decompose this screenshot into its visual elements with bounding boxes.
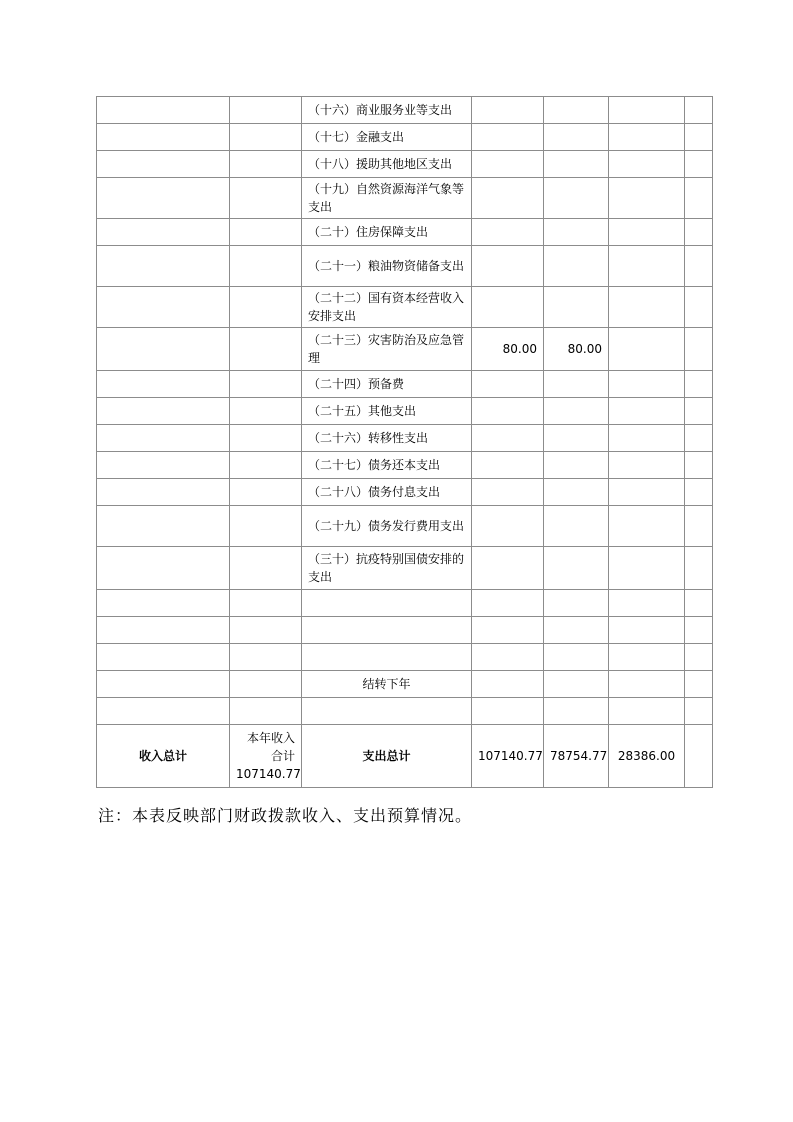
expense-item-name: （二十五）其他支出 bbox=[302, 398, 472, 425]
expense-total-cell bbox=[472, 371, 544, 398]
general-budget-cell bbox=[544, 617, 609, 644]
expense-total-cell bbox=[472, 287, 544, 328]
expense-total-cell bbox=[472, 246, 544, 287]
expense-total-cell bbox=[472, 124, 544, 151]
expense-total-amount: 107140.77 bbox=[472, 725, 544, 788]
income-item-cell bbox=[97, 506, 230, 547]
expense-item-name: （二十九）债务发行费用支出 bbox=[302, 506, 472, 547]
expense-item-name: （十七）金融支出 bbox=[302, 124, 472, 151]
table-row bbox=[97, 425, 713, 452]
fund-budget-cell bbox=[609, 398, 685, 425]
fund-budget-total: 28386.00 bbox=[609, 725, 685, 788]
income-amount-cell bbox=[230, 398, 302, 425]
table-row bbox=[97, 328, 713, 371]
income-amount-cell bbox=[230, 425, 302, 452]
extra-cell bbox=[685, 506, 713, 547]
income-item-cell bbox=[97, 151, 230, 178]
expense-total-cell bbox=[472, 151, 544, 178]
expense-total-cell bbox=[472, 219, 544, 246]
extra-cell bbox=[685, 219, 713, 246]
income-item-cell bbox=[97, 590, 230, 617]
income-item-cell bbox=[97, 124, 230, 151]
expense-item-name: （二十二）国有资本经营收入安排支出 bbox=[302, 287, 472, 328]
expense-item-name bbox=[302, 644, 472, 671]
general-budget-cell bbox=[544, 506, 609, 547]
fund-budget-cell bbox=[609, 506, 685, 547]
extra-cell bbox=[685, 287, 713, 328]
table-row bbox=[97, 590, 713, 617]
extra-cell bbox=[685, 97, 713, 124]
income-amount-cell bbox=[230, 151, 302, 178]
table-row bbox=[97, 479, 713, 506]
table-row bbox=[97, 547, 713, 590]
income-item-cell bbox=[97, 425, 230, 452]
extra-cell bbox=[685, 671, 713, 698]
expense-total-label: 支出总计 bbox=[302, 725, 472, 788]
income-item-cell bbox=[97, 287, 230, 328]
expense-item-name: （二十三）灾害防治及应急管理 bbox=[302, 328, 472, 371]
fund-budget-cell bbox=[609, 97, 685, 124]
income-item-cell bbox=[97, 178, 230, 219]
extra-cell bbox=[685, 328, 713, 371]
general-budget-cell bbox=[544, 452, 609, 479]
income-amount-cell bbox=[230, 590, 302, 617]
expense-total-cell bbox=[472, 452, 544, 479]
fund-budget-cell bbox=[609, 452, 685, 479]
general-budget-cell bbox=[544, 371, 609, 398]
income-item-cell bbox=[97, 452, 230, 479]
budget-table bbox=[96, 96, 713, 788]
extra-cell bbox=[685, 547, 713, 590]
extra-cell bbox=[685, 151, 713, 178]
expense-item-name: （二十）住房保障支出 bbox=[302, 219, 472, 246]
extra-cell bbox=[685, 425, 713, 452]
extra-cell bbox=[685, 124, 713, 151]
fund-budget-cell bbox=[609, 328, 685, 371]
fund-budget-cell bbox=[609, 246, 685, 287]
fund-budget-cell bbox=[609, 617, 685, 644]
general-budget-cell bbox=[544, 547, 609, 590]
table-row bbox=[97, 452, 713, 479]
expense-item-name: （二十六）转移性支出 bbox=[302, 425, 472, 452]
fund-budget-cell bbox=[609, 590, 685, 617]
income-amount-cell bbox=[230, 178, 302, 219]
general-budget-cell bbox=[544, 590, 609, 617]
general-budget-cell bbox=[544, 287, 609, 328]
table-body bbox=[97, 97, 713, 788]
income-amount-cell bbox=[230, 328, 302, 371]
table-row bbox=[97, 219, 713, 246]
footnote: 注：本表反映部门财政拨款收入、支出预算情况。 bbox=[98, 806, 473, 825]
expense-item-name: （十八）援助其他地区支出 bbox=[302, 151, 472, 178]
income-item-cell bbox=[97, 246, 230, 287]
fund-budget-cell bbox=[609, 425, 685, 452]
table-row bbox=[97, 671, 713, 698]
income-amount-cell bbox=[230, 97, 302, 124]
expense-item-name bbox=[302, 698, 472, 725]
expense-item-name bbox=[302, 617, 472, 644]
income-item-cell bbox=[97, 219, 230, 246]
extra-cell bbox=[685, 452, 713, 479]
income-item-cell bbox=[97, 398, 230, 425]
income-item-cell bbox=[97, 479, 230, 506]
fund-budget-cell bbox=[609, 644, 685, 671]
table-row bbox=[97, 371, 713, 398]
income-amount-cell bbox=[230, 452, 302, 479]
fund-budget-cell bbox=[609, 151, 685, 178]
fund-budget-cell bbox=[609, 371, 685, 398]
extra-cell bbox=[685, 590, 713, 617]
expense-item-name: （二十一）粮油物资储备支出 bbox=[302, 246, 472, 287]
general-budget-cell bbox=[544, 644, 609, 671]
expense-total-cell bbox=[472, 97, 544, 124]
income-amount-cell bbox=[230, 644, 302, 671]
extra-cell bbox=[685, 644, 713, 671]
income-item-cell bbox=[97, 371, 230, 398]
fund-budget-cell bbox=[609, 698, 685, 725]
fund-budget-cell bbox=[609, 219, 685, 246]
extra-cell bbox=[685, 398, 713, 425]
extra-cell bbox=[685, 178, 713, 219]
general-budget-cell: 80.00 bbox=[544, 328, 609, 371]
income-item-cell bbox=[97, 644, 230, 671]
general-budget-cell bbox=[544, 425, 609, 452]
table-row bbox=[97, 287, 713, 328]
expense-total-cell bbox=[472, 506, 544, 547]
fund-budget-cell bbox=[609, 124, 685, 151]
income-amount-cell bbox=[230, 506, 302, 547]
table-row bbox=[97, 644, 713, 671]
income-amount-cell bbox=[230, 671, 302, 698]
expense-total-cell bbox=[472, 425, 544, 452]
general-budget-cell bbox=[544, 671, 609, 698]
expense-total-cell bbox=[472, 671, 544, 698]
expense-item-name bbox=[302, 590, 472, 617]
income-item-cell bbox=[97, 547, 230, 590]
expense-item-name: （二十四）预备费 bbox=[302, 371, 472, 398]
extra-cell bbox=[685, 617, 713, 644]
general-budget-cell bbox=[544, 398, 609, 425]
income-amount-cell bbox=[230, 698, 302, 725]
table-row bbox=[97, 506, 713, 547]
expense-total-cell bbox=[472, 644, 544, 671]
table-row bbox=[97, 178, 713, 219]
income-amount-cell bbox=[230, 547, 302, 590]
general-budget-cell bbox=[544, 178, 609, 219]
income-item-cell bbox=[97, 671, 230, 698]
income-item-cell bbox=[97, 328, 230, 371]
fund-budget-cell bbox=[609, 287, 685, 328]
income-amount-cell bbox=[230, 287, 302, 328]
general-budget-cell bbox=[544, 97, 609, 124]
expense-item-name: （三十）抗疫特别国债安排的支出 bbox=[302, 547, 472, 590]
general-budget-cell bbox=[544, 246, 609, 287]
income-subtotal-line: 合计 bbox=[270, 749, 295, 763]
expense-total-cell bbox=[472, 398, 544, 425]
expense-total-cell bbox=[472, 178, 544, 219]
income-amount-cell bbox=[230, 219, 302, 246]
general-budget-cell bbox=[544, 219, 609, 246]
expense-item-name: （二十八）债务付息支出 bbox=[302, 479, 472, 506]
carry-forward-label: 结转下年 bbox=[302, 671, 472, 698]
general-budget-cell bbox=[544, 479, 609, 506]
expense-item-name: （二十七）债务还本支出 bbox=[302, 452, 472, 479]
general-budget-cell bbox=[544, 698, 609, 725]
income-item-cell bbox=[97, 97, 230, 124]
income-subtotal-line: 本年收入 bbox=[246, 731, 295, 745]
extra-cell bbox=[685, 246, 713, 287]
expense-total-cell bbox=[472, 547, 544, 590]
table-row bbox=[97, 698, 713, 725]
extra-cell bbox=[685, 698, 713, 725]
extra-cell bbox=[685, 725, 713, 788]
fund-budget-cell bbox=[609, 178, 685, 219]
income-subtotal-line: 107140.77 bbox=[236, 767, 301, 781]
income-item-cell bbox=[97, 617, 230, 644]
fund-budget-cell bbox=[609, 671, 685, 698]
income-amount-cell bbox=[230, 246, 302, 287]
income-amount-cell bbox=[230, 371, 302, 398]
table-row bbox=[97, 246, 713, 287]
general-budget-cell bbox=[544, 124, 609, 151]
income-amount-cell bbox=[230, 617, 302, 644]
table-row bbox=[97, 97, 713, 124]
income-total-label: 收入总计 bbox=[97, 725, 230, 788]
expense-total-cell bbox=[472, 479, 544, 506]
expense-total-cell bbox=[472, 590, 544, 617]
income-amount-cell bbox=[230, 124, 302, 151]
fund-budget-cell bbox=[609, 479, 685, 506]
extra-cell bbox=[685, 371, 713, 398]
expense-total-cell bbox=[472, 617, 544, 644]
table-row bbox=[97, 398, 713, 425]
general-budget-cell bbox=[544, 151, 609, 178]
expense-total-cell: 80.00 bbox=[472, 328, 544, 371]
extra-cell bbox=[685, 479, 713, 506]
table-row bbox=[97, 124, 713, 151]
income-amount-cell bbox=[230, 479, 302, 506]
expense-item-name: （十六）商业服务业等支出 bbox=[302, 97, 472, 124]
table-row bbox=[97, 617, 713, 644]
income-subtotal-cell bbox=[230, 725, 302, 788]
income-item-cell bbox=[97, 698, 230, 725]
fund-budget-cell bbox=[609, 547, 685, 590]
expense-item-name: （十九）自然资源海洋气象等支出 bbox=[302, 178, 472, 219]
general-budget-total: 78754.77 bbox=[544, 725, 609, 788]
totals-row bbox=[97, 725, 713, 788]
expense-total-cell bbox=[472, 698, 544, 725]
table-row bbox=[97, 151, 713, 178]
